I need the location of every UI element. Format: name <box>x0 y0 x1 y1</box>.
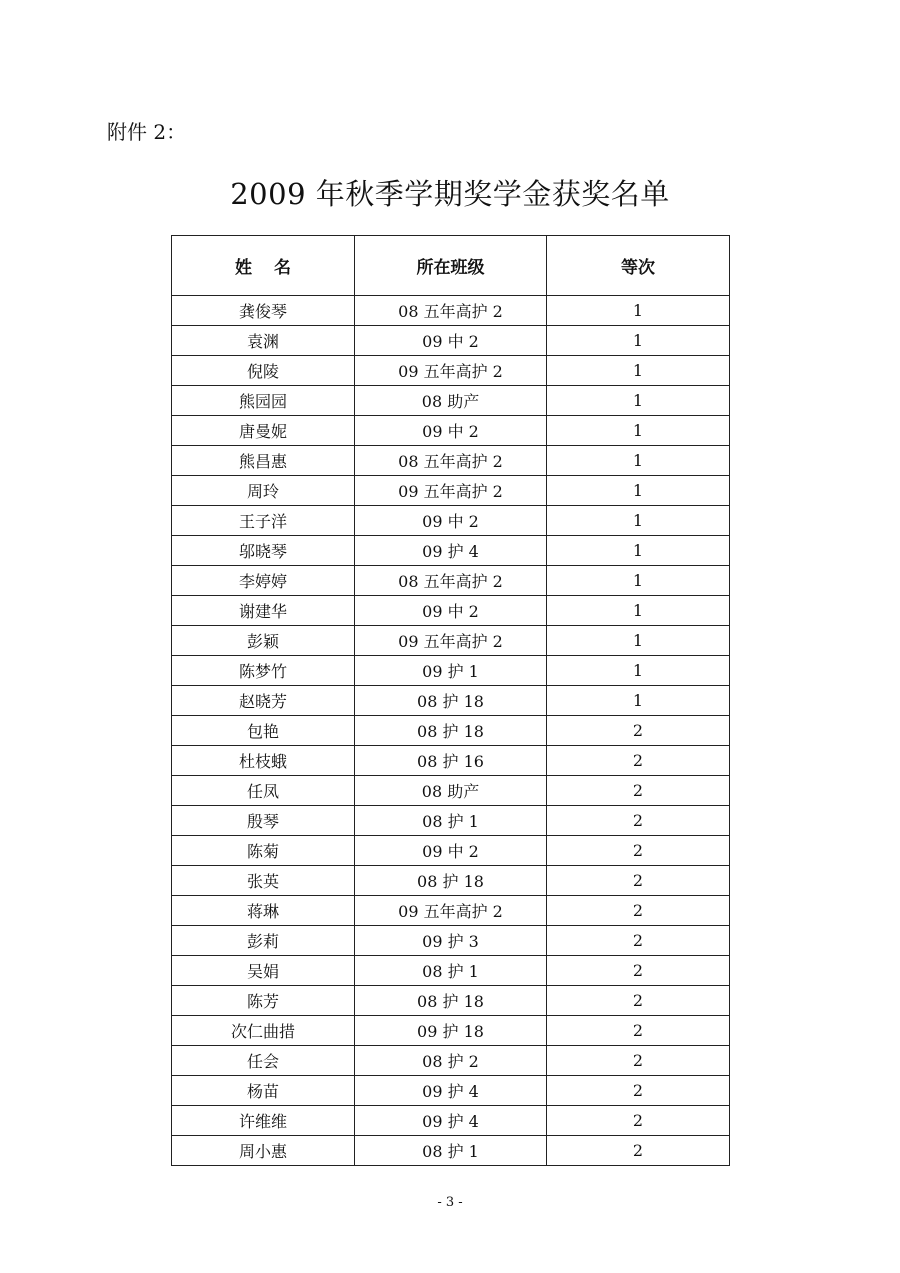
table-row <box>172 296 730 326</box>
rank-cell: 2 <box>547 716 730 746</box>
student-name-cell: 陈梦竹 <box>172 656 355 686</box>
class-cell: 09 中 2 <box>355 416 547 446</box>
class-cell: 08 护 1 <box>355 806 547 836</box>
rank-cell: 1 <box>547 506 730 536</box>
student-name-cell: 包艳 <box>172 716 355 746</box>
table-row <box>172 1016 730 1046</box>
student-name-cell: 张英 <box>172 866 355 896</box>
student-name-cell: 周玲 <box>172 476 355 506</box>
class-cell: 08 五年高护 2 <box>355 296 547 326</box>
rank-cell: 1 <box>547 566 730 596</box>
class-cell: 08 护 18 <box>355 986 547 1016</box>
table-row <box>172 596 730 626</box>
rank-cell: 2 <box>547 986 730 1016</box>
student-name-cell: 袁渊 <box>172 326 355 356</box>
class-cell: 09 护 18 <box>355 1016 547 1046</box>
rank-cell: 2 <box>547 776 730 806</box>
student-name-cell: 殷琴 <box>172 806 355 836</box>
table-row <box>172 746 730 776</box>
class-cell: 08 五年高护 2 <box>355 446 547 476</box>
table-row <box>172 776 730 806</box>
class-cell: 09 中 2 <box>355 596 547 626</box>
class-cell: 09 护 4 <box>355 536 547 566</box>
class-cell: 08 护 18 <box>355 716 547 746</box>
class-cell: 09 中 2 <box>355 506 547 536</box>
rank-cell: 2 <box>547 956 730 986</box>
student-name-cell: 任会 <box>172 1046 355 1076</box>
class-cell: 09 五年高护 2 <box>355 476 547 506</box>
class-cell: 09 五年高护 2 <box>355 356 547 386</box>
rank-cell: 2 <box>547 1046 730 1076</box>
table-row <box>172 386 730 416</box>
rank-cell: 2 <box>547 836 730 866</box>
rank-cell: 1 <box>547 386 730 416</box>
rank-cell: 1 <box>547 356 730 386</box>
student-name-cell: 杜枝蛾 <box>172 746 355 776</box>
class-cell: 09 五年高护 2 <box>355 626 547 656</box>
rank-cell: 2 <box>547 896 730 926</box>
table-row <box>172 836 730 866</box>
header-name: 姓名 <box>172 236 355 296</box>
rank-cell: 2 <box>547 1016 730 1046</box>
rank-cell: 2 <box>547 746 730 776</box>
student-name-cell: 任凤 <box>172 776 355 806</box>
table-row <box>172 896 730 926</box>
class-cell: 09 护 1 <box>355 656 547 686</box>
table-row <box>172 1046 730 1076</box>
student-name-cell: 熊昌惠 <box>172 446 355 476</box>
student-name-cell: 李婷婷 <box>172 566 355 596</box>
student-name-cell: 龚俊琴 <box>172 296 355 326</box>
rank-cell: 1 <box>547 626 730 656</box>
rank-cell: 1 <box>547 326 730 356</box>
rank-cell: 1 <box>547 596 730 626</box>
table-row <box>172 716 730 746</box>
student-name-cell: 吴娟 <box>172 956 355 986</box>
class-cell: 08 护 18 <box>355 866 547 896</box>
rank-cell: 2 <box>547 866 730 896</box>
rank-cell: 1 <box>547 476 730 506</box>
award-list-table <box>171 235 730 1166</box>
class-cell: 08 五年高护 2 <box>355 566 547 596</box>
student-name-cell: 周小惠 <box>172 1136 355 1166</box>
rank-cell: 2 <box>547 926 730 956</box>
table-header-row <box>172 236 730 296</box>
class-cell: 09 中 2 <box>355 326 547 356</box>
table-row <box>172 356 730 386</box>
student-name-cell: 彭莉 <box>172 926 355 956</box>
table-row <box>172 566 730 596</box>
class-cell: 08 护 1 <box>355 1136 547 1166</box>
table-row <box>172 986 730 1016</box>
class-cell: 08 助产 <box>355 386 547 416</box>
table-row <box>172 506 730 536</box>
class-cell: 08 护 18 <box>355 686 547 716</box>
class-cell: 09 五年高护 2 <box>355 896 547 926</box>
class-cell: 09 护 4 <box>355 1106 547 1136</box>
student-name-cell: 蒋琳 <box>172 896 355 926</box>
student-name-cell: 彭颖 <box>172 626 355 656</box>
table-row <box>172 536 730 566</box>
table-row <box>172 1136 730 1166</box>
rank-cell: 1 <box>547 446 730 476</box>
attachment-label: 附件 2： <box>107 120 187 144</box>
document-title: 2009 年秋季学期奖学金获奖名单 <box>230 177 670 211</box>
table-row <box>172 626 730 656</box>
student-name-cell: 杨苗 <box>172 1076 355 1106</box>
rank-cell: 2 <box>547 1076 730 1106</box>
table-row <box>172 926 730 956</box>
student-name-cell: 倪陵 <box>172 356 355 386</box>
rank-cell: 2 <box>547 1106 730 1136</box>
table-body <box>172 296 730 1166</box>
table-row <box>172 416 730 446</box>
table-row <box>172 806 730 836</box>
rank-cell: 1 <box>547 416 730 446</box>
class-cell: 09 中 2 <box>355 836 547 866</box>
rank-cell: 1 <box>547 536 730 566</box>
rank-cell: 1 <box>547 686 730 716</box>
rank-cell: 2 <box>547 1136 730 1166</box>
table-row <box>172 1106 730 1136</box>
table-row <box>172 956 730 986</box>
student-name-cell: 熊园园 <box>172 386 355 416</box>
table-row <box>172 326 730 356</box>
header-class: 所在班级 <box>355 236 547 296</box>
page-number: - 3 - <box>437 1195 463 1210</box>
student-name-cell: 谢建华 <box>172 596 355 626</box>
table-row <box>172 446 730 476</box>
class-cell: 08 护 2 <box>355 1046 547 1076</box>
student-name-cell: 王子洋 <box>172 506 355 536</box>
table-row <box>172 1076 730 1106</box>
class-cell: 08 护 16 <box>355 746 547 776</box>
student-name-cell: 次仁曲措 <box>172 1016 355 1046</box>
student-name-cell: 唐曼妮 <box>172 416 355 446</box>
class-cell: 09 护 4 <box>355 1076 547 1106</box>
table-row <box>172 656 730 686</box>
header-rank: 等次 <box>547 236 730 296</box>
rank-cell: 2 <box>547 806 730 836</box>
class-cell: 08 助产 <box>355 776 547 806</box>
rank-cell: 1 <box>547 656 730 686</box>
student-name-cell: 邬晓琴 <box>172 536 355 566</box>
table-row <box>172 686 730 716</box>
class-cell: 09 护 3 <box>355 926 547 956</box>
student-name-cell: 赵晓芳 <box>172 686 355 716</box>
student-name-cell: 陈菊 <box>172 836 355 866</box>
table-row <box>172 476 730 506</box>
rank-cell: 1 <box>547 296 730 326</box>
table-row <box>172 866 730 896</box>
student-name-cell: 许维维 <box>172 1106 355 1136</box>
student-name-cell: 陈芳 <box>172 986 355 1016</box>
class-cell: 08 护 1 <box>355 956 547 986</box>
